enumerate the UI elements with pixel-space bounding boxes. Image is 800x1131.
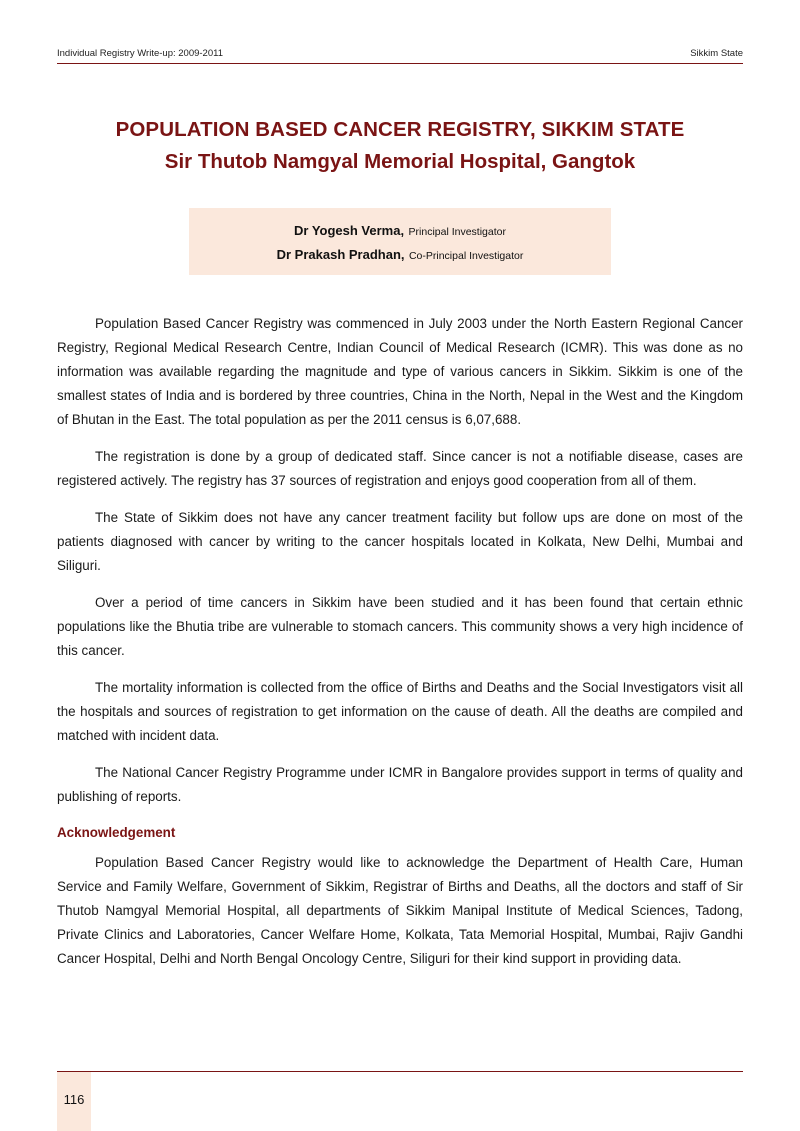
investigator-name: Dr Yogesh Verma,: [294, 223, 405, 238]
investigator-role: Principal Investigator: [408, 226, 506, 238]
investigators-box: [189, 208, 611, 275]
running-header: [57, 48, 743, 64]
document-title: POPULATION BASED CANCER REGISTRY, SIKKIM STATE: [115, 118, 685, 141]
page-number-tab: [57, 1072, 91, 1131]
paragraph-treatment: The State of Sikkim does not have any cancer treatment facility but follow ups are done on most of the patients diagnosed with cancer by writing to the cancer hospitals located in Kolkata, New Delhi, Mumbai and Siliguri.: [57, 510, 743, 573]
paragraph-mortality: The mortality information is collected from the office of Births and Deaths and the Social Investigators visit all the hospitals and sources of registration to get information on the cause of death. All the deaths are compiled and matched with incident data.: [57, 680, 743, 743]
page-number: 116: [63, 1092, 85, 1107]
running-header-left: Individual Registry Write-up: 2009-2011: [57, 48, 223, 59]
acknowledgement-heading: Acknowledgement: [57, 825, 176, 840]
body-text: [57, 312, 743, 984]
footer-divider: [57, 1071, 743, 1072]
investigator-name: Dr Prakash Pradhan,: [276, 247, 405, 262]
acknowledgement-text: Population Based Cancer Registry would like to acknowledge the Department of Health Care, Human Service and Family Welfare, Government of Sikkim, Registrar of Births and Deaths, all the doctors and staff of Sir Thutob Namgyal Memorial Hospital, all departments of Sikkim Manipal Institute of Medical Sciences, Tadong, Private Clinics and Laboratories, Cancer Welfare Home, Kolkata, Tata Memorial Hospital, Mumbai, Rajiv Gandhi Cancer Hospital, Delhi and North Bengal Oncology Centre, Siliguri for their kind support in providing data.: [57, 855, 743, 966]
document-subtitle: Sir Thutob Namgyal Memorial Hospital, Gangtok: [164, 150, 636, 173]
running-header-right: Sikkim State: [690, 48, 743, 59]
investigator-role: Co-Principal Investigator: [408, 250, 524, 262]
investigator-row: [189, 246, 611, 264]
paragraph-support: The National Cancer Registry Programme under ICMR in Bangalore provides support in terms of quality and publishing of reports.: [57, 765, 743, 804]
header-divider: [57, 63, 743, 64]
investigator-row: [189, 222, 611, 240]
paragraph-commencement: Population Based Cancer Registry was commenced in July 2003 under the North Eastern Regional Cancer Registry, Regional Medical Research Centre, Indian Council of Medical Research (ICMR). This was done as no information was available regarding the magnitude and type of various cancers in Sikkim. Sikkim is one of the smallest states of India and is bordered by three countries, China in the North, Nepal in the West and the Kingdom of Bhutan in the East. The total population as per the 2011 census is 6,07,688.: [57, 316, 743, 427]
paragraph-ethnic-findings: Over a period of time cancers in Sikkim have been studied and it has been found that certain ethnic populations like the Bhutia tribe are vulnerable to stomach cancers. This community shows a very high incidence of this cancer.: [57, 595, 743, 658]
paragraph-registration: The registration is done by a group of dedicated staff. Since cancer is not a notifiable disease, cases are registered actively. The registry has 37 sources of registration and enjoys good cooperation from all of them.: [57, 449, 743, 488]
